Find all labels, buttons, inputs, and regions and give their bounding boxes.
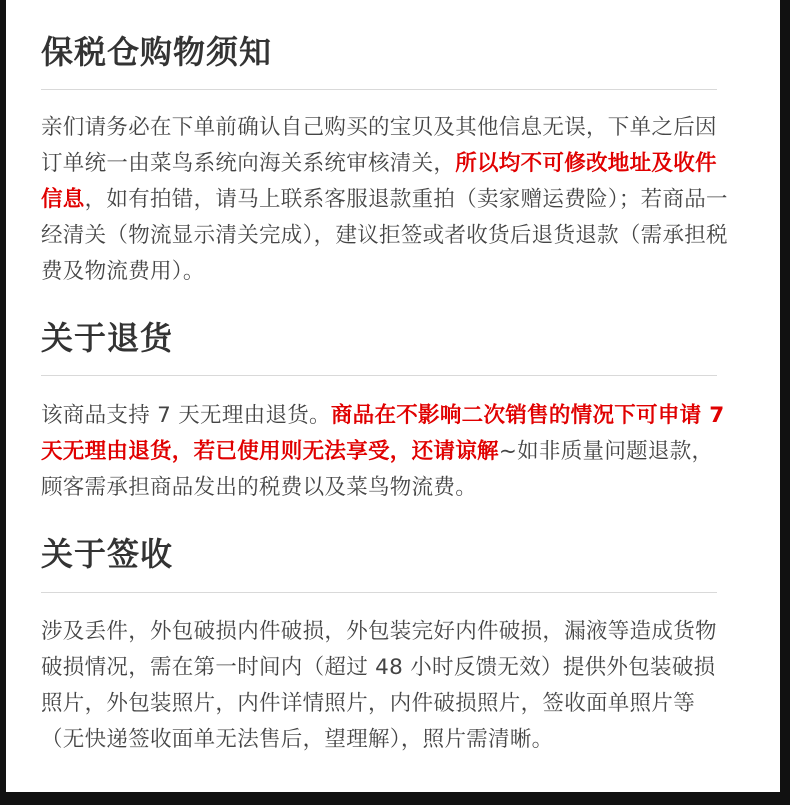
section-body (41, 614, 731, 758)
body-text-normal: 该商品支持 7 天无理由退货。 (41, 403, 331, 428)
delivery-receipt-section (41, 534, 721, 784)
return-policy-section (41, 318, 725, 508)
body-text-normal: 亲们请务必在下单前确认自己购买的宝贝及其他信息无误，下单之后因订单统一由菜鸟系统向海关系统审核清关， (41, 115, 717, 176)
product-notice-page (6, 0, 780, 792)
section-heading: 保税仓购物须知 (41, 33, 273, 71)
body-text-highlight: 商品在不影响二次销售的情况下可申请 7 天无理由退货，若已使用则无法享受，还请谅解 (41, 403, 725, 464)
body-text-normal: 涉及丢件，外包破损内件破损，外包装完好内件破损，漏液等造成货物破损情况，需在第一时间内（超过 48 小时反馈无效）提供外包装破损照片，外包装照片，内件详情照片，内件破损照片，签收面单照片等（无快递签收面单无法售后，望理解），照片需清晰。 (41, 619, 717, 752)
bonded-warehouse-notice-section (41, 32, 728, 292)
body-text-normal: ，如有拍错，请马上联系客服退款重拍（卖家赠运费险）；若商品一经清关（物流显示清关完成），建议拒签或者收货后退货退款（需承担税费及物流费用）。 (41, 187, 728, 284)
section-body (41, 110, 731, 290)
section-divider (41, 592, 717, 593)
body-text-highlight: 所以均不可修改地址及收件信息 (41, 151, 717, 212)
section-body (41, 398, 731, 506)
section-heading: 关于退货 (41, 319, 174, 357)
section-heading: 关于签收 (41, 535, 174, 573)
section-divider (41, 89, 717, 90)
body-text-normal: ~如非质量问题退款，顾客需承担商品发出的税费以及菜鸟物流费。 (41, 439, 714, 500)
section-divider (41, 375, 717, 376)
